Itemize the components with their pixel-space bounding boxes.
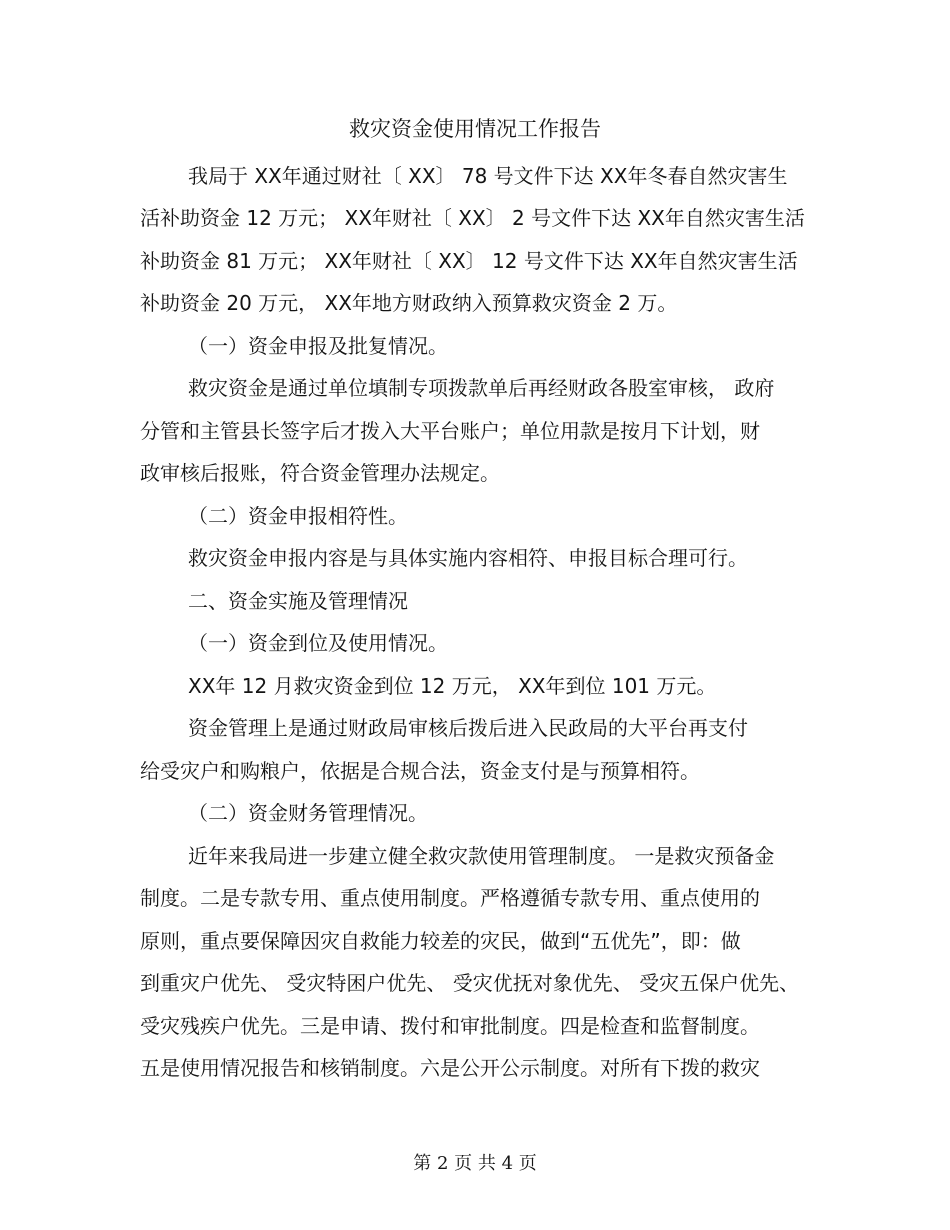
body-line: 政审核后报账，符合资金管理办法规定。 bbox=[140, 461, 500, 485]
body-line: 受灾残疾户优先。三是申请、拨付和审批制度。四是检查和监督制度。 bbox=[140, 1014, 760, 1038]
body-line: 给受灾户和购粮户，依据是合规合法，资金支付是与预算相符。 bbox=[140, 759, 700, 783]
body-line: 救灾资金是通过单位填制专项拨款单后再经财政各股室审核， 政府 bbox=[188, 376, 775, 400]
body-line: 五是使用情况报告和核销制度。六是公开公示制度。对所有下拨的救灾 bbox=[140, 1056, 760, 1080]
body-line: 到重灾户优先、 受灾特困户优先、 受灾优抚对象优先、 受灾五保户优先、 bbox=[140, 971, 800, 995]
body-line: 我局于 XX年通过财社〔 XX〕 78 号文件下达 XX年冬春自然灾害生 bbox=[188, 164, 788, 188]
section-heading: （二）资金财务管理情况。 bbox=[188, 801, 428, 825]
page-number-footer: 第 2 页 共 4 页 bbox=[413, 1153, 537, 1174]
body-line: 救灾资金申报内容是与具体实施内容相符、申报目标合理可行。 bbox=[188, 546, 748, 570]
section-heading: （二）资金申报相符性。 bbox=[188, 504, 408, 528]
body-line: 活补助资金 12 万元； XX年财社〔 XX〕 2 号文件下达 XX年自然灾害生活 bbox=[140, 206, 805, 230]
section-heading: （一）资金申报及批复情况。 bbox=[188, 334, 448, 358]
body-line: 补助资金 81 万元； XX年财社〔 XX〕 12 号文件下达 XX年自然灾害生活 bbox=[140, 249, 798, 273]
section-heading: 二、资金实施及管理情况 bbox=[188, 589, 408, 613]
section-heading: （一）资金到位及使用情况。 bbox=[188, 631, 448, 655]
body-line: 近年来我局进一步建立健全救灾款使用管理制度。 一是救灾预备金 bbox=[188, 844, 775, 868]
document-title: 救灾资金使用情况工作报告 bbox=[349, 117, 601, 141]
body-line: 分管和主管县长签字后才拨入大平台账户；单位用款是按月下计划，财 bbox=[140, 419, 760, 443]
body-line: 制度。二是专款专用、重点使用制度。严格遵循专款专用、重点使用的 bbox=[140, 886, 760, 910]
body-line: 补助资金 20 万元， XX年地方财政纳入预算救灾资金 2 万。 bbox=[140, 291, 678, 315]
body-line: XX年 12 月救灾资金到位 12 万元， XX年到位 101 万元。 bbox=[188, 674, 717, 698]
body-line: 原则，重点要保障因灾自救能力较差的灾民，做到“五优先”，即：做 bbox=[140, 929, 741, 953]
body-line: 资金管理上是通过财政局审核后拨后进入民政局的大平台再支付 bbox=[188, 716, 748, 740]
